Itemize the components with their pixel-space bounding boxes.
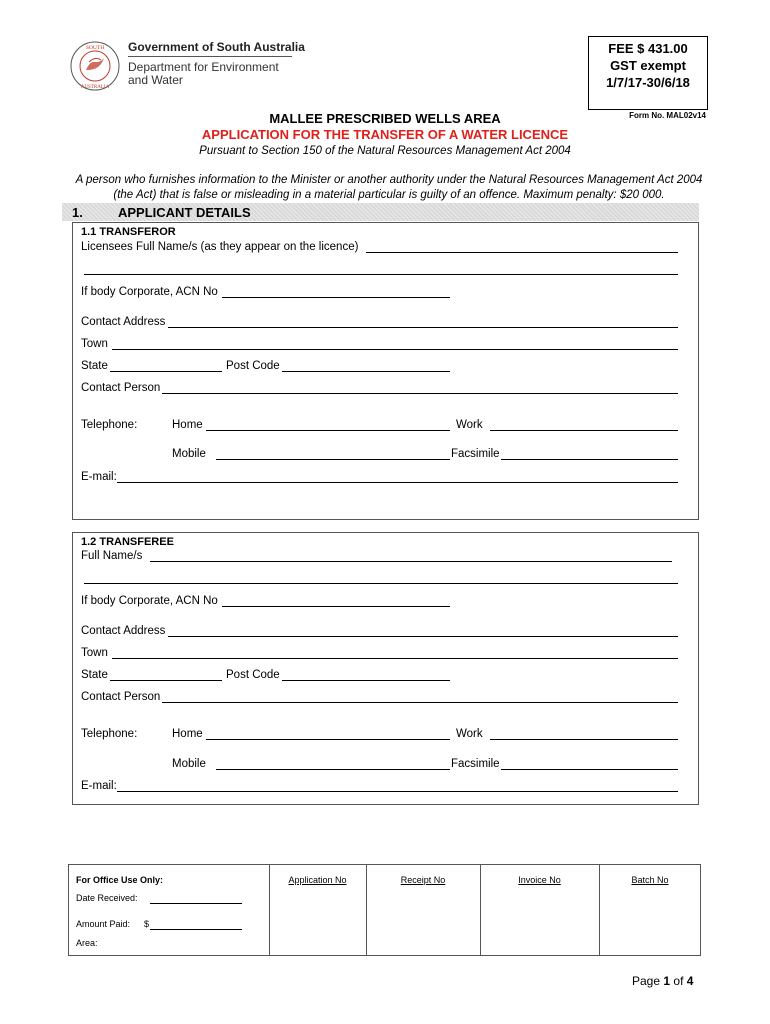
transferor-name-field-line-2[interactable]: [84, 274, 678, 275]
of-label: of: [673, 974, 684, 988]
transferee-address-field[interactable]: [168, 636, 678, 637]
amount-dollar-sign: $: [144, 919, 150, 929]
transferor-email-field[interactable]: [117, 482, 678, 483]
transferee-address-label: Contact Address: [81, 625, 166, 637]
transferor-contact-field[interactable]: [162, 393, 678, 394]
amount-paid-label: Amount Paid:: [76, 919, 131, 929]
transferor-postcode-field[interactable]: [282, 371, 450, 372]
penalty-warning: A person who furnishes information to the Minister or another authority under the Natural Resources Management Act 2004 (the Act) that is false or misleading in a material particular is guilty of an offence. Maximum penalty: $20 000.: [75, 174, 703, 201]
transferee-telephone-label: Telephone:: [81, 728, 138, 740]
transferee-acn-field[interactable]: [222, 606, 450, 607]
transferee-town-label: Town: [81, 647, 108, 659]
transferor-address-field[interactable]: [168, 327, 678, 328]
transferor-mobile-label: Mobile: [172, 448, 206, 460]
gst-status: GST exempt: [610, 58, 686, 73]
transferor-fax-label: Facsimile: [451, 448, 500, 460]
government-name: Government of South Australia: [128, 40, 305, 54]
department-line-2: and Water: [128, 73, 183, 87]
application-no-header: Application No: [288, 875, 347, 885]
office-use-heading: For Office Use Only:: [76, 875, 164, 885]
header-divider: [128, 56, 292, 57]
transferee-postcode-field[interactable]: [282, 680, 450, 681]
transferee-work-label: Work: [456, 728, 483, 740]
transferor-mobile-field[interactable]: [216, 459, 450, 460]
transferor-town-field[interactable]: [112, 349, 678, 350]
transferor-state-label: State: [81, 360, 108, 372]
section-title: APPLICANT DETAILS: [118, 205, 251, 220]
page-number: [632, 974, 693, 988]
transferee-email-label: E-mail:: [81, 780, 117, 792]
transferor-state-field[interactable]: [110, 371, 222, 372]
transferor-address-label: Contact Address: [81, 316, 166, 328]
transferee-mobile-label: Mobile: [172, 758, 206, 770]
transferee-fax-label: Facsimile: [451, 758, 500, 770]
transferor-acn-label: If body Corporate, ACN No: [81, 286, 218, 298]
transferor-acn-field[interactable]: [222, 297, 450, 298]
transferee-home-label: Home: [172, 728, 203, 740]
date-received-label: Date Received:: [76, 893, 138, 903]
transferor-email-label: E-mail:: [81, 471, 117, 483]
main-title: MALLEE PRESCRIBED WELLS AREA: [269, 111, 501, 126]
transferee-postcode-label: Post Code: [226, 669, 280, 681]
transferor-work-field[interactable]: [490, 430, 678, 431]
transferor-postcode-label: Post Code: [226, 360, 280, 372]
seal-bottom-text: AUSTRALIA: [80, 85, 110, 90]
transferee-email-field[interactable]: [117, 791, 678, 792]
transferee-panel: [72, 532, 699, 805]
fee-period: 1/7/17-30/6/18: [606, 75, 690, 90]
transferor-work-label: Work: [456, 419, 483, 431]
transferor-home-label: Home: [172, 419, 203, 431]
transferee-fax-field[interactable]: [501, 769, 678, 770]
transferee-contact-label: Contact Person: [81, 691, 161, 703]
transferor-fax-field[interactable]: [501, 459, 678, 460]
transferee-state-field[interactable]: [110, 680, 222, 681]
transferee-contact-field[interactable]: [162, 702, 678, 703]
transferor-telephone-label: Telephone:: [81, 419, 138, 431]
form-title: APPLICATION FOR THE TRANSFER OF A WATER LICENCE: [201, 127, 569, 142]
transferor-name-label: Licensees Full Name/s (as they appear on the licence): [81, 241, 359, 253]
form-number: Form No. MAL02v14: [629, 111, 706, 120]
fee-box: [588, 36, 708, 110]
batch-no-header: Batch No: [631, 875, 669, 885]
total-pages: 4: [686, 974, 694, 988]
pursuant-text: Pursuant to Section 150 of the Natural Resources Management Act 2004: [199, 145, 571, 157]
section-number: 1.: [72, 205, 83, 220]
transferor-name-field[interactable]: [366, 252, 678, 253]
page-label: Page: [632, 974, 661, 988]
transferor-town-label: Town: [81, 338, 108, 350]
transferee-work-field[interactable]: [490, 739, 678, 740]
current-page: 1: [663, 974, 671, 988]
receipt-no-header: Receipt No: [400, 875, 446, 885]
area-label: Area:: [76, 938, 98, 948]
transferee-state-label: State: [81, 669, 108, 681]
transferor-home-field[interactable]: [206, 430, 450, 431]
invoice-no-header: Invoice No: [518, 875, 561, 885]
date-received-field[interactable]: [150, 903, 242, 904]
department-line-1: Department for Environment: [128, 60, 279, 74]
transferee-mobile-field[interactable]: [216, 769, 450, 770]
transferee-name-label: Full Name/s: [81, 550, 143, 562]
transferor-contact-label: Contact Person: [81, 382, 161, 394]
transferee-home-field[interactable]: [206, 739, 450, 740]
amount-paid-field[interactable]: [150, 929, 242, 930]
transferee-town-field[interactable]: [112, 658, 678, 659]
transferee-heading: 1.2 TRANSFEREE: [81, 536, 174, 548]
transferee-name-field-line-2[interactable]: [84, 583, 678, 584]
transferee-name-field[interactable]: [150, 561, 672, 562]
transferor-heading: 1.1 TRANSFEROR: [81, 226, 176, 238]
fee-amount: FEE $ 431.00: [608, 41, 688, 56]
transferee-acn-label: If body Corporate, ACN No: [81, 595, 218, 607]
seal-top-text: SOUTH: [85, 45, 105, 51]
sa-government-seal-logo: [68, 40, 122, 92]
